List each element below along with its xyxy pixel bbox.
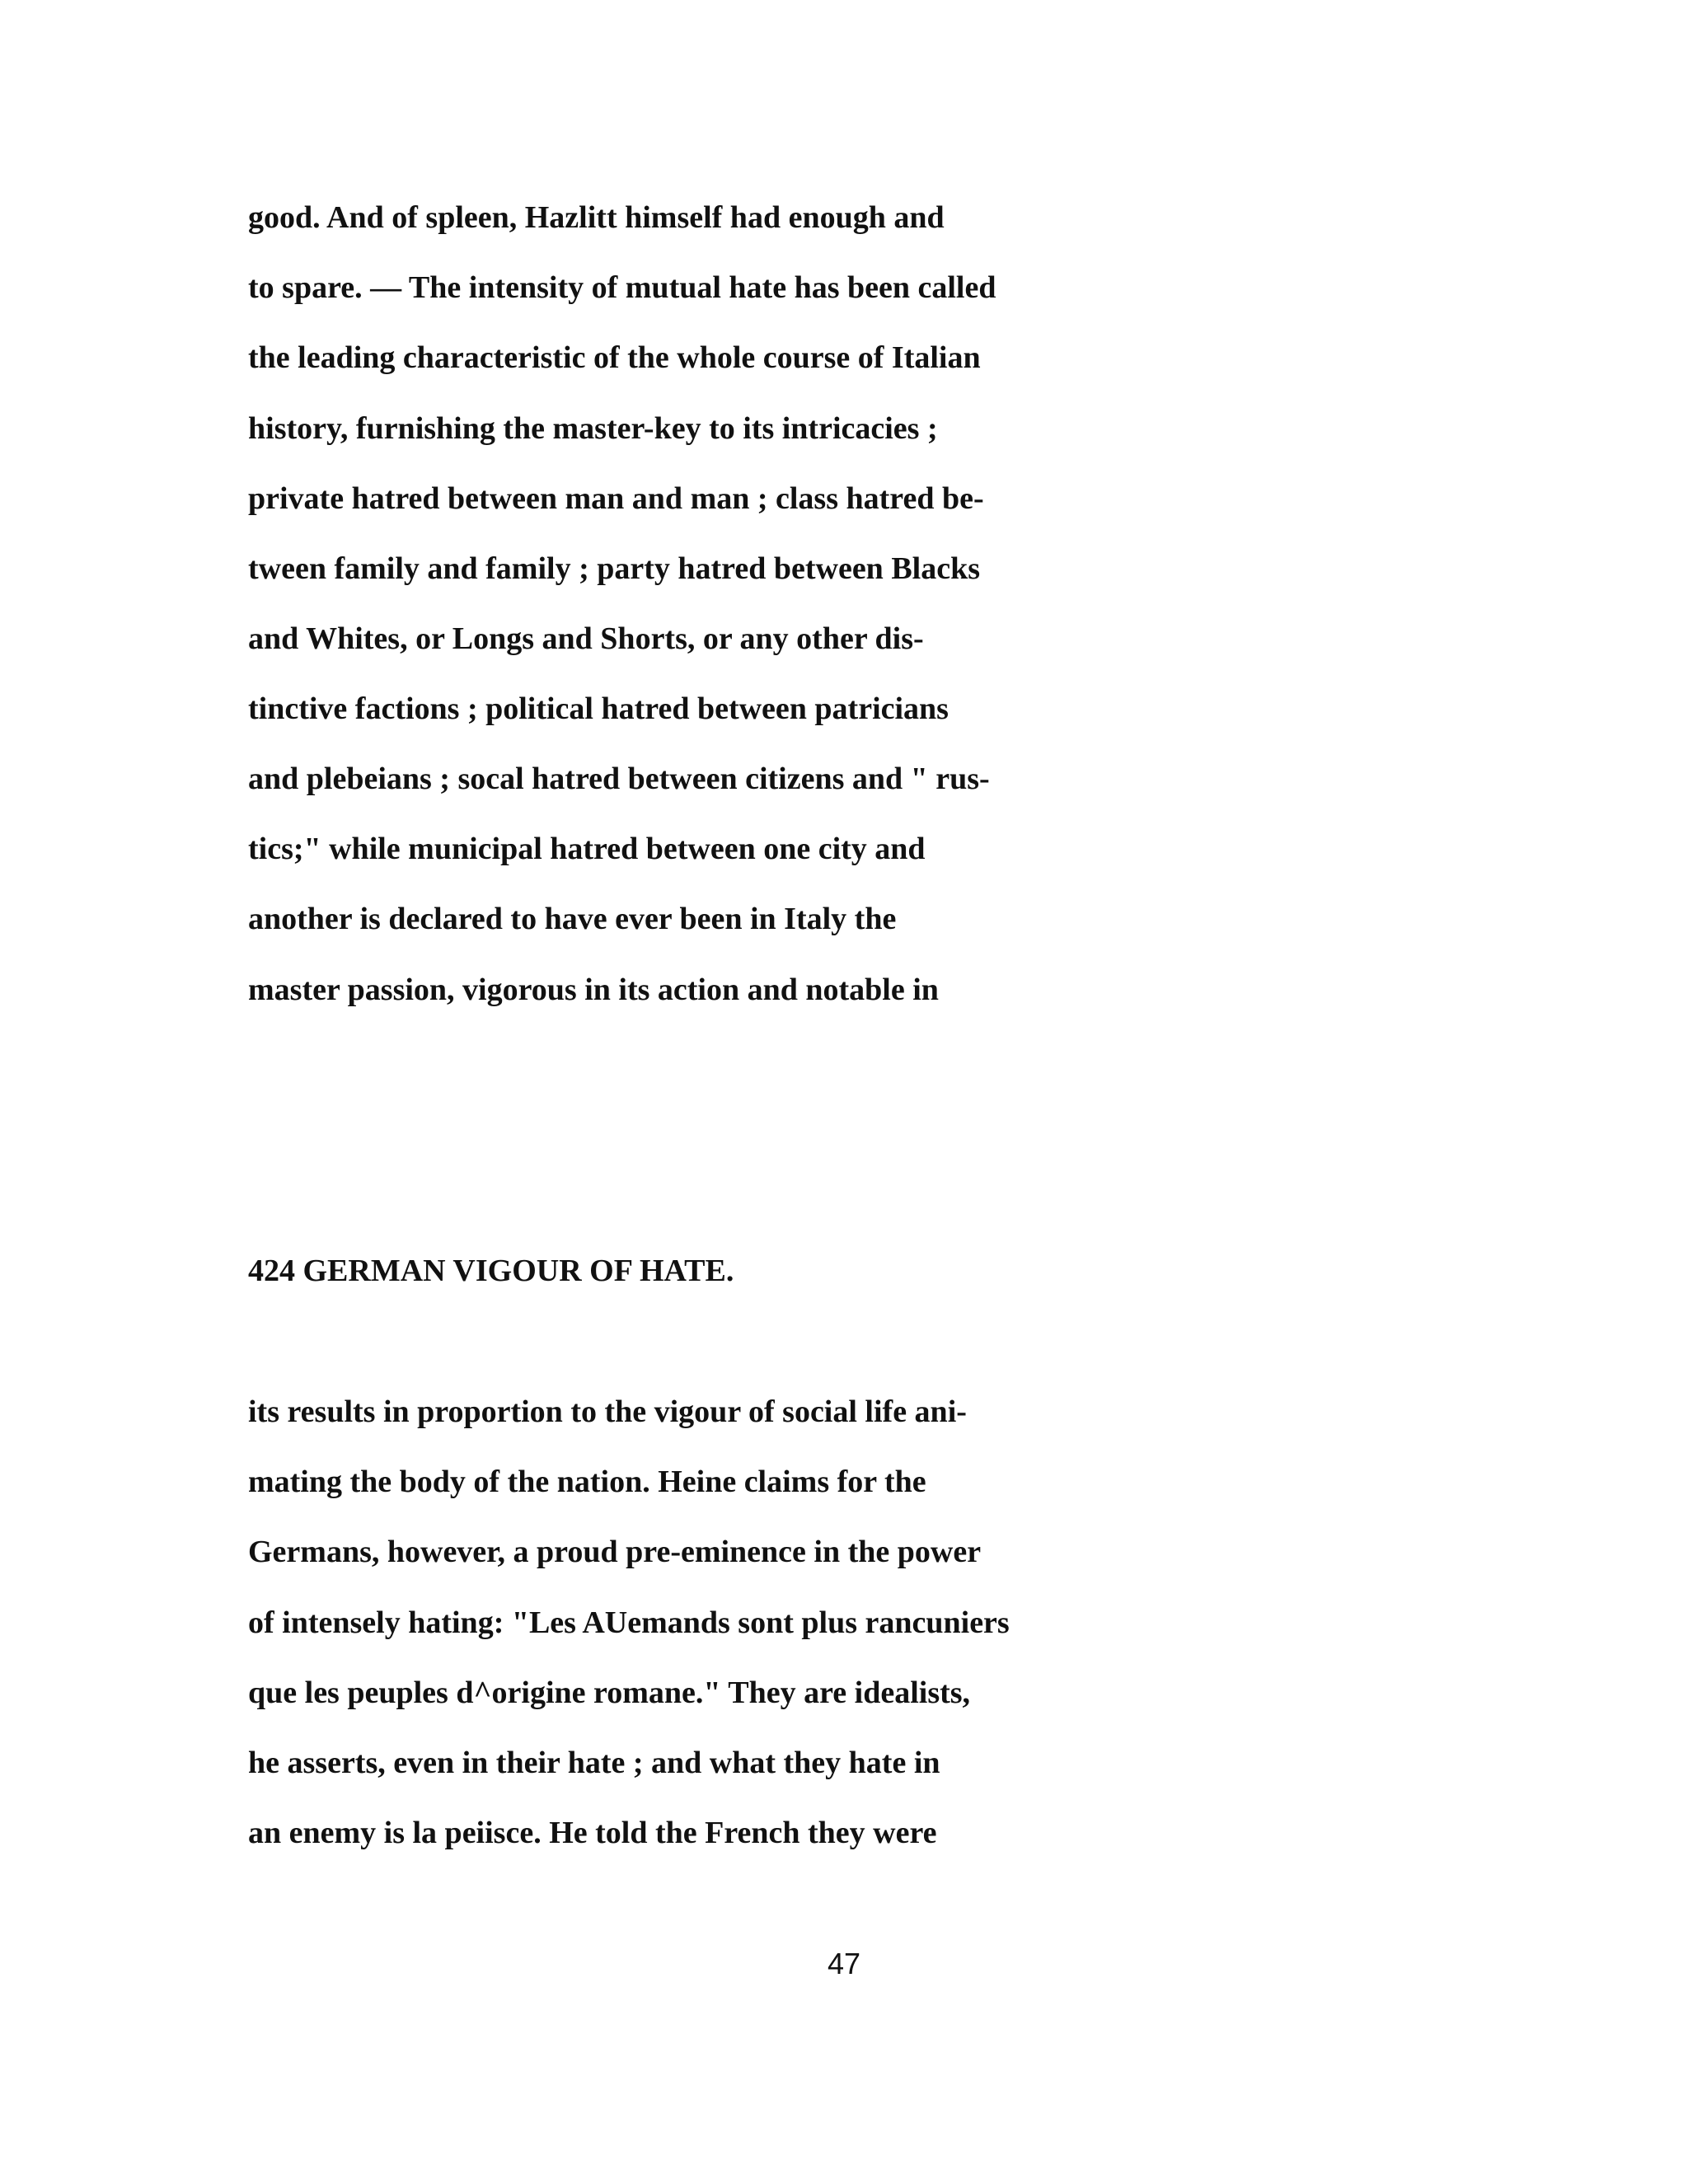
text-line: of intensely hating: "Les AUemands sont plus rancuniers (248, 1605, 1010, 1640)
text-line: its results in proportion to the vigour of social life ani- (248, 1394, 967, 1429)
text-line: another is declared to have ever been in Italy the (248, 902, 897, 936)
text-line: an enemy is la peiisce. He told the French they were (248, 1816, 937, 1850)
text-line: and Whites, or Longs and Shorts, or any other dis- (248, 621, 924, 656)
text-line: tween family and family ; party hatred between Blacks (248, 551, 981, 586)
text-line: good. And of spleen, Hazlitt himself had enough and (248, 200, 945, 235)
text-line: he asserts, even in their hate ; and what they hate in (248, 1746, 940, 1780)
text-line: and plebeians ; socal hatred between citizens and " rus- (248, 762, 990, 796)
running-header: 424 GERMAN VIGOUR OF HATE. (248, 1254, 734, 1288)
text-line: Germans, however, a proud pre-eminence in the power (248, 1535, 982, 1569)
text-line: history, furnishing the master-key to its intricacies ; (248, 411, 938, 446)
text-line: the leading characteristic of the whole course of Italian (248, 340, 981, 375)
text-line: tics;" while municipal hatred between one city and (248, 832, 926, 866)
page-number: 47 (827, 1947, 861, 1980)
text-line: private hatred between man and man ; class hatred be- (248, 481, 984, 516)
text-line: to spare. — The intensity of mutual hate has been called (248, 270, 996, 305)
text-line: tinctive factions ; political hatred between patricians (248, 691, 949, 726)
text-line: master passion, vigorous in its action and notable in (248, 972, 939, 1007)
text-line: mating the body of the nation. Heine claims for the (248, 1465, 926, 1499)
text-line: que les peuples d^origine romane." They are idealists, (248, 1675, 971, 1710)
